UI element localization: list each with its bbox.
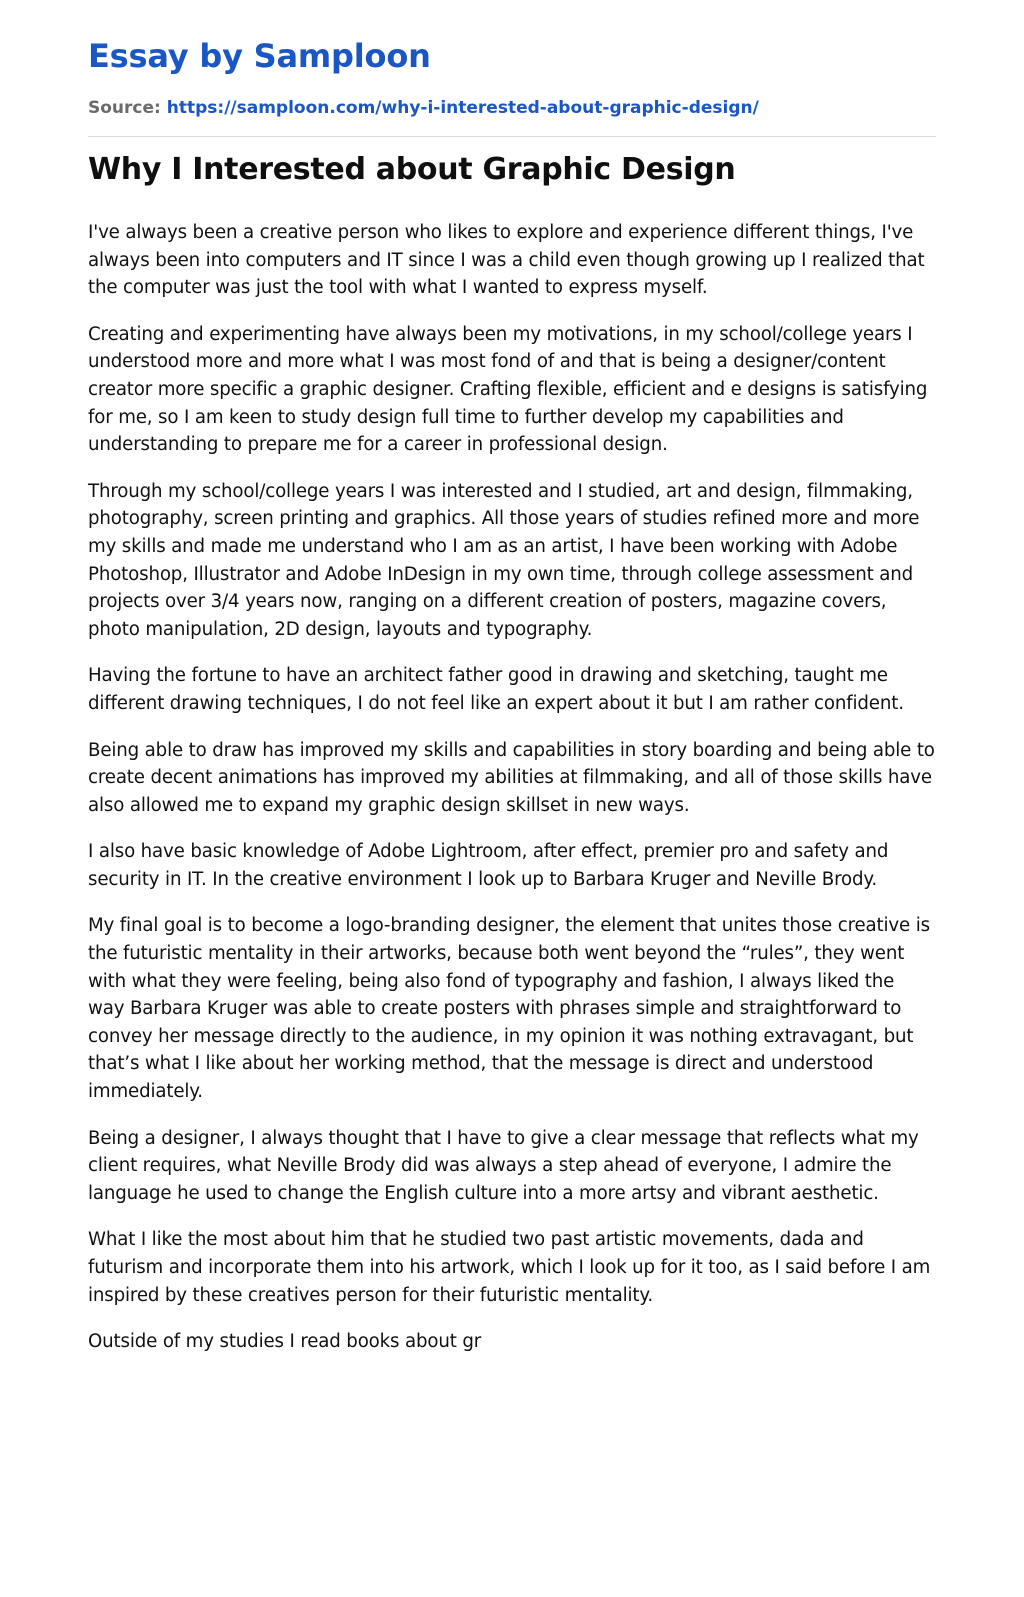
essay-paragraph: I've always been a creative person who likes to explore and experience different things, I've always been into computers and IT since I was a child even though growing up I realized that the computer was just the tool with what I wanted to express myself. [88, 222, 925, 299]
essay-title: Why I Interested about Graphic Design [88, 152, 736, 187]
source-link[interactable]: https://samploon.com/why-i-interested-about-graphic-design/ [166, 98, 759, 118]
essay-body [88, 219, 936, 1356]
header-divider [88, 136, 936, 137]
essay-paragraph: Being a designer, I always thought that I have to give a clear message that reflects what my client requires, what Neville Brody did was always a step ahead of everyone, I admire the language he used to change the English culture into a more artsy and vibrant aesthetic. [88, 1127, 919, 1204]
essay-paragraph: Through my school/college years I was interested and I studied, art and design, filmmaking, photography, screen printing and graphics. All those years of studies refined more and more my skills and made me understand who I am as an artist, I have been working with Adobe Photoshop, Illustrator and Adobe InDesign in my own time, through college assessment and projects over 3/4 years now, ranging on a different creation of posters, magazine covers, photo manipulation, 2D design, layouts and typography. [88, 480, 920, 640]
essay-paragraph: What I like the most about him that he studied two past artistic movements, dada and futurism and incorporate them into his artwork, which I look up for it too, as I said before I am inspired by these creatives person for their futuristic mentality. [88, 1229, 931, 1306]
essay-paragraph: Having the fortune to have an architect father good in drawing and sketching, taught me different drawing techniques, I do not feel like an expert about it but I am rather confident. [88, 665, 904, 714]
essay-paragraph: I also have basic knowledge of Adobe Lightroom, after effect, premier pro and safety and security in IT. In the creative environment I look up to Barbara Kruger and Neville Brody. [88, 841, 889, 890]
essay-paragraph: Creating and experimenting have always been my motivations, in my school/college years I understood more and more what I was most fond of and that is being a designer/content creator more specific a graphic designer. Crafting flexible, efficient and e designs is satisfying for me, so I am keen to study design full time to further develop my capabilities and understanding to prepare me for a career in professional design. [88, 323, 928, 456]
source-label: Source: [88, 98, 161, 118]
essay-paragraph-truncated: Outside of my studies I read books about gr [88, 1331, 482, 1353]
site-brand-title: Essay by Samploon [88, 37, 431, 75]
source-line [88, 96, 936, 120]
essay-paragraph: My final goal is to become a logo-branding designer, the element that unites those creative is the futuristic mentality in their artworks, because both went beyond the “rules”, they went with what they were feeling, being also fond of typography and fashion, I always liked the way Barbara Kruger was able to create posters with phrases simple and straightforward to convey her message directly to the audience, in my opinion it was nothing extravagant, but that’s what I like about her working method, that the message is direct and understood immediately. [88, 915, 930, 1103]
essay-paragraph: Being able to draw has improved my skills and capabilities in story boarding and being able to create decent animations has improved my abilities at filmmaking, and all of those skills have also allowed me to expand my graphic design skillset in new ways. [88, 739, 935, 816]
